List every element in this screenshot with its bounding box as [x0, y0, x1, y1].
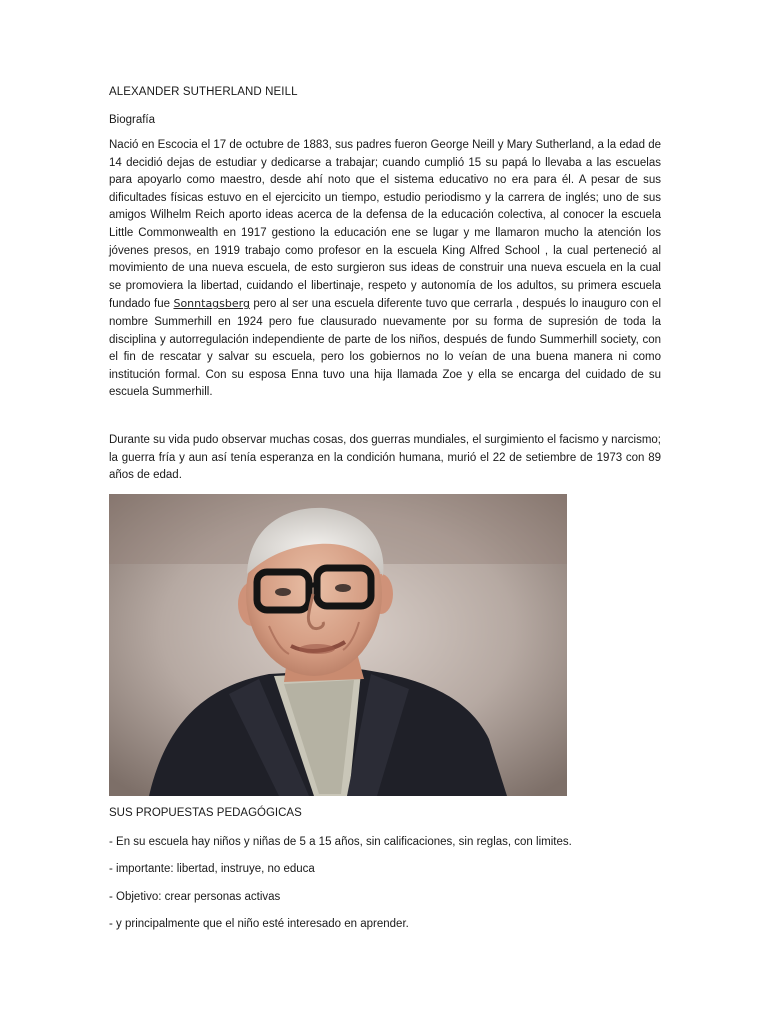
- portrait-photo: [109, 494, 567, 796]
- sonntagsberg-link[interactable]: Sonntagsberg: [173, 297, 250, 311]
- biography-text-part1: Nació en Escocia el 17 de octubre de 1883, sus padres fueron George Neill y Mary Sutherland, a la edad de 14 decidió dejas de estudiar y dedicarse a trabajar; cuando cumplió 15 su papá lo llevaba a las escuelas para apoyarlo como maestro, desde ahí noto que el sistema educativo no era para él. A pesar de sus dificultades físicas estuvo en el ejercicito un tiempo, estudio periodismo y la carrera de inglés; uno de sus amigos Wilhelm Reich aporto ideas acerca de la defensa de la educación colectiva, al conocer la escuela Little Commonwealth en 1917 gestiono la educación ene se lugar y me llamaron mucho la atención los jóvenes presos, en 1919 trabajo como profesor en la escuela King Alfred School , la cual perteneció al movimiento de una nueva escuela, de esto surgieron sus ideas de construir una nueva escuela en la cual se promoviera la libertad, cuidando el libertinaje, respeto y autonomía de los adultos, su primera escuela fundado fue: [109, 139, 661, 311]
- list-item: - Objetivo: crear personas activas: [109, 891, 281, 903]
- biography-text-part2: pero al ser una escuela diferente tuvo que cerrarla , después lo inauguro con el nombre Summerhill en 1924 pero fue clausurado nuevamente por su forma de supresión de toda la disciplina y autorregulación independiente de parte de los niños, después de fundo Summerhill society, con el fin de rescatar y salvar su escuela, pero los gobiernos no lo veían de una buena manera ni como institución formal. Con su esposa Enna tuvo una hija llamada Zoe y ella se encarga del cuidado de su escuela Summerhill.: [109, 298, 662, 399]
- life-paragraph: Durante su vida pudo observar muchas cosas, dos guerras mundiales, el surgimiento el facismo y narcismo; la guerra fría y aun así tenía esperanza en la condición humana, murió el 22 de setiembre de 1973 con 89 años de edad.: [109, 434, 661, 482]
- document-title: ALEXANDER SUTHERLAND NEILL: [109, 86, 298, 98]
- list-item: - importante: libertad, instruye, no educa: [109, 863, 315, 875]
- portrait-illustration: [109, 494, 567, 796]
- biography-paragraph: [109, 137, 661, 402]
- section-pedagogical-heading: SUS PROPUESTAS PEDAGÓGICAS: [109, 807, 302, 819]
- list-item: - En su escuela hay niños y niñas de 5 a 15 años, sin calificaciones, sin reglas, con limites.: [109, 836, 572, 848]
- list-item: - y principalmente que el niño esté interesado en aprender.: [109, 918, 409, 930]
- section-biography-heading: Biografía: [109, 114, 156, 126]
